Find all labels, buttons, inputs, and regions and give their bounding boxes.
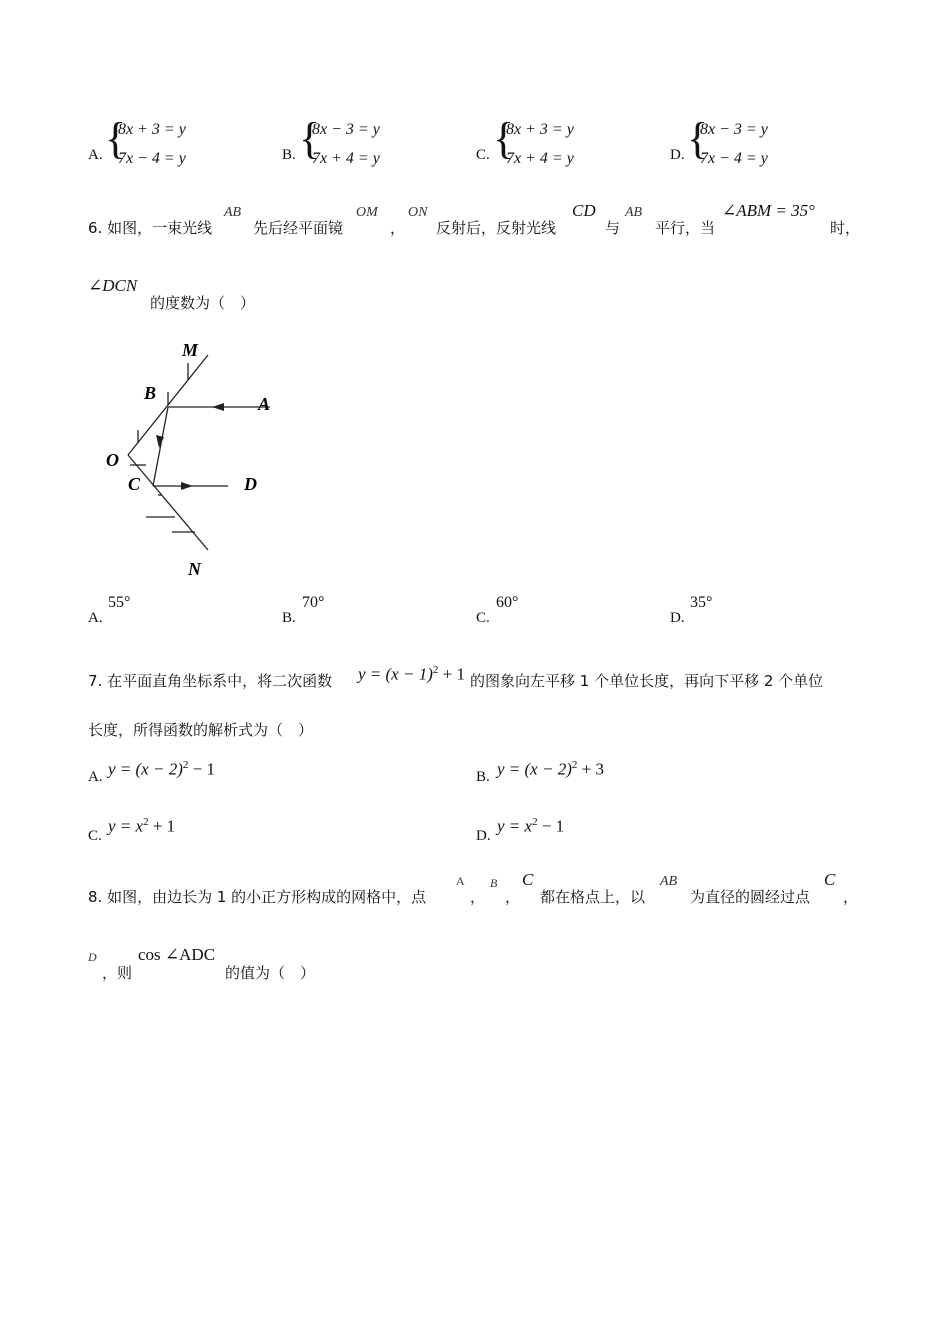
q8-text: ，	[470, 888, 486, 906]
math-on: ON	[408, 205, 428, 220]
math-cd: CD	[572, 201, 596, 220]
q7-option-c-label: C.	[88, 828, 102, 844]
equation: 8x − 3 = y	[312, 121, 380, 138]
equation: 8x + 3 = y	[118, 121, 186, 138]
math-c: C	[522, 870, 534, 889]
q5-option-a-label: A.	[88, 147, 103, 163]
brace-icon: {	[299, 114, 321, 163]
q6-text: 的度数为（ ）	[150, 294, 256, 312]
math-expr: y = (x − 2)	[497, 759, 572, 779]
math-expr: + 1	[152, 816, 176, 836]
math-exponent: 2	[432, 664, 439, 676]
q6-option-b-value: 70°	[302, 594, 325, 611]
label-c: C	[128, 474, 141, 494]
q5-option-d-system	[700, 115, 768, 173]
q5-option-c-label: C.	[476, 147, 490, 163]
mirror-on	[128, 455, 208, 550]
q8-text: 都在格点上，以	[540, 888, 646, 906]
math-angle-dcn: ∠DCN	[88, 276, 138, 295]
q7-text: 的图象向左平移 1 个单位长度，再向下平移 2 个单位	[470, 672, 824, 690]
q6-option-d-label: D.	[670, 610, 685, 626]
math-om: OM	[356, 205, 378, 220]
equation: 7x − 4 = y	[700, 150, 768, 167]
arrow-icon	[181, 482, 193, 490]
math-expr: + 3	[581, 759, 604, 779]
q8-text: 8. 如图，由边长为 1 的小正方形构成的网格中，点	[88, 888, 427, 906]
q7-option-b-label: B.	[476, 769, 490, 785]
label-a: A	[258, 394, 271, 414]
q6-option-d-value: 35°	[690, 594, 713, 611]
q7-option-b-expr	[497, 759, 604, 780]
q5-option-d-label: D.	[670, 147, 685, 163]
q6-option-c-label: C.	[476, 610, 490, 626]
q8-text: 为直径的圆经过点	[690, 888, 811, 906]
math-d: D	[88, 950, 97, 964]
brace-icon: {	[687, 114, 709, 163]
q7-option-a-label: A.	[88, 769, 103, 785]
math-cos-adc	[138, 945, 215, 965]
q6-mirror-figure	[100, 335, 300, 585]
q8-text: 的值为（ ）	[225, 964, 316, 982]
q7-option-a-expr	[108, 759, 215, 780]
math-exponent: 2	[571, 759, 578, 771]
q8-text: ，则	[102, 964, 133, 982]
q6-text: ，	[390, 219, 406, 237]
label-n: N	[188, 559, 201, 579]
math-ab: AB	[224, 205, 242, 220]
math-expr: cos ∠ADC	[138, 945, 216, 964]
math-b: B	[490, 876, 498, 890]
q5-option-b-system	[312, 115, 380, 173]
q5-option-b-label: B.	[282, 147, 296, 163]
math-ab: AB	[660, 874, 678, 889]
q7-option-c-expr	[108, 816, 175, 837]
q6-option-a-value: 55°	[108, 594, 131, 611]
label-m: M	[182, 340, 199, 360]
ray-bc	[153, 407, 168, 486]
math-exponent: 2	[532, 816, 538, 828]
equation: 7x + 4 = y	[506, 150, 574, 167]
q7-text: 7. 在平面直角坐标系中，将二次函数	[88, 672, 333, 690]
q6-text: 平行，当	[655, 219, 716, 237]
q7-text: 长度，所得函数的解析式为（ ）	[88, 721, 314, 739]
math-expr: − 1	[192, 759, 215, 779]
q6-text: 先后经平面镜	[253, 219, 344, 237]
math-a: A	[456, 874, 465, 888]
math-expr: y = (x − 2)	[108, 759, 183, 779]
q7-function	[358, 664, 465, 685]
math-angle-abm: ∠ABM = 35°	[722, 201, 815, 220]
q6-text: 6. 如图，一束光线	[88, 219, 213, 237]
label-o: O	[106, 450, 119, 470]
math-c: C	[824, 870, 836, 889]
q5-option-c-system	[506, 115, 574, 173]
arrow-icon	[212, 403, 224, 411]
label-b: B	[144, 383, 157, 403]
equation: 7x − 4 = y	[118, 150, 186, 167]
q7-option-d-label: D.	[476, 828, 491, 844]
equation: 8x − 3 = y	[700, 121, 768, 138]
q6-option-a-label: A.	[88, 610, 103, 626]
q8-text: ，	[505, 888, 521, 906]
brace-icon: {	[493, 114, 515, 163]
q6-option-b-label: B.	[282, 610, 296, 626]
q7-option-d-expr	[497, 816, 564, 837]
math-expr: y = x	[108, 816, 144, 836]
q6-text: 反射后，反射光线	[436, 219, 557, 237]
q6-text: 与	[605, 219, 621, 237]
math-expr: y = (x − 1)	[358, 664, 433, 684]
q8-text: ，	[843, 888, 859, 906]
q6-text: 时，	[830, 219, 861, 237]
q6-option-c-value: 60°	[496, 594, 519, 611]
math-expr: + 1	[442, 664, 465, 684]
label-d: D	[244, 474, 257, 494]
math-expr: y = x	[497, 816, 533, 836]
brace-icon: {	[105, 114, 127, 163]
equation: 8x + 3 = y	[506, 121, 574, 138]
math-expr: − 1	[541, 816, 565, 836]
equation: 7x + 4 = y	[312, 150, 380, 167]
math-exponent: 2	[143, 816, 149, 828]
q5-option-a-system	[118, 115, 186, 173]
math-ab: AB	[625, 205, 643, 220]
math-exponent: 2	[182, 759, 189, 771]
